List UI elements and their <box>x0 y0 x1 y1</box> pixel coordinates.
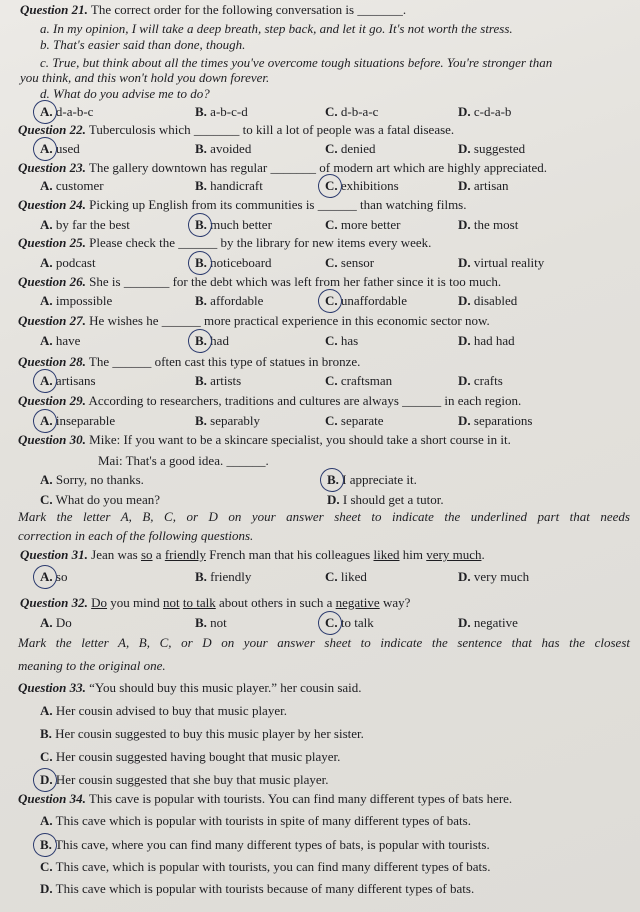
answer-option-a[interactable] <box>40 372 96 390</box>
option-text: a-b-c-d <box>210 104 248 119</box>
answer-option-d[interactable] <box>458 216 518 234</box>
question-text: you mind <box>107 595 164 610</box>
option-text: friendly <box>210 569 252 584</box>
answer-option-d[interactable] <box>458 372 503 390</box>
question-32-stem <box>20 594 410 612</box>
answer-option-b[interactable] <box>327 471 417 489</box>
answer-option-a[interactable] <box>40 471 144 489</box>
option-letter: D. <box>327 492 340 507</box>
question-23-stem <box>18 159 547 177</box>
question-number: Question 28. <box>18 354 86 369</box>
question-number: Question 24. <box>18 197 86 212</box>
option-text: impossible <box>55 293 113 308</box>
answer-option-c[interactable] <box>325 412 383 430</box>
option-letter: B. <box>195 373 207 388</box>
conversation-text: b. That's easier said than done, though. <box>40 37 246 52</box>
option-text: by far the best <box>55 217 130 232</box>
conversation-text: d. What do you advise me to do? <box>40 86 210 101</box>
answer-option-b[interactable] <box>195 372 241 390</box>
section-instruction <box>18 634 630 652</box>
option-text: craftsman <box>340 373 393 388</box>
option-letter: C. <box>325 255 338 270</box>
option-text: Do <box>55 615 72 630</box>
option-text: This cave, where you can find many different types of bats, is popular with tourists. <box>54 837 490 852</box>
answer-option-b[interactable] <box>195 412 260 430</box>
option-letter: B. <box>195 141 207 156</box>
answer-option-a[interactable] <box>40 332 80 350</box>
answer-option-c[interactable] <box>325 372 392 390</box>
question-22-stem <box>18 121 454 139</box>
option-text: more better <box>340 217 401 232</box>
option-letter: D. <box>458 413 471 428</box>
answer-option-d[interactable] <box>458 412 532 430</box>
option-text: Her cousin suggested to buy this music player by her sister. <box>55 726 364 741</box>
question-text: He wishes he ______ more practical experience in this economic sector now. <box>89 313 490 328</box>
option-letter: A. <box>40 104 53 119</box>
conversation-text: you think, and this won't hold you down forever. <box>20 70 270 85</box>
answer-option-d[interactable] <box>458 292 517 310</box>
answer-option-c[interactable] <box>325 103 378 121</box>
option-letter: B. <box>195 217 207 232</box>
answer-option-c[interactable] <box>325 568 367 586</box>
option-letter: D. <box>458 217 471 232</box>
answer-option-d[interactable] <box>458 332 515 350</box>
option-letter: B. <box>195 178 207 193</box>
answer-option-d[interactable] <box>458 254 544 272</box>
section-instruction <box>18 527 630 545</box>
option-letter: A. <box>40 141 53 156</box>
conversation-text: c. True, but think about all the times you've overcome tough situations before. You're stronger than <box>40 55 553 70</box>
option-letter: A. <box>40 217 53 232</box>
answer-option-d[interactable] <box>327 491 444 509</box>
option-letter: B. <box>40 837 52 852</box>
option-text: virtual reality <box>473 255 545 270</box>
question-26-stem <box>18 273 501 291</box>
option-text: to talk <box>340 615 374 630</box>
answer-option-c[interactable] <box>40 491 160 509</box>
question-text: She is _______ for the debt which was left from her father since it is too much. <box>89 274 502 289</box>
answer-option-a[interactable] <box>40 254 96 272</box>
option-text: artisan <box>473 178 509 193</box>
answer-option-a[interactable] <box>40 614 72 632</box>
option-letter: A. <box>40 813 53 828</box>
conversation-line <box>40 36 245 54</box>
dialogue-line <box>98 452 269 470</box>
underlined-part: not <box>163 595 180 610</box>
option-letter: B. <box>195 569 207 584</box>
answer-option-a[interactable] <box>40 812 471 830</box>
option-text: artisans <box>55 373 96 388</box>
answer-option-d[interactable] <box>458 103 511 121</box>
answer-option-d[interactable] <box>40 880 474 898</box>
answer-option-c[interactable] <box>325 332 358 350</box>
question-number: Question 33. <box>18 680 86 695</box>
option-text: This cave which is popular with tourists in spite of many different types of bats. <box>55 813 471 828</box>
answer-option-a[interactable] <box>40 702 287 720</box>
answer-option-b[interactable] <box>195 140 251 158</box>
option-text: separably <box>210 413 260 428</box>
answer-option-c[interactable] <box>325 254 374 272</box>
option-text: had had <box>473 333 515 348</box>
underlined-part: so <box>140 547 153 562</box>
question-number: Question 23. <box>18 160 86 175</box>
option-text: affordable <box>210 293 264 308</box>
answer-option-a[interactable] <box>40 140 80 158</box>
option-text: noticeboard <box>210 255 272 270</box>
question-text: about others in such a <box>215 595 336 610</box>
section-instruction <box>18 508 630 526</box>
answer-option-c[interactable] <box>325 292 407 310</box>
question-number: Question 34. <box>18 791 86 806</box>
answer-option-b[interactable] <box>195 254 272 272</box>
option-letter: D. <box>458 333 471 348</box>
option-letter: C. <box>325 333 338 348</box>
option-letter: C. <box>40 749 53 764</box>
option-letter: B. <box>195 333 207 348</box>
option-text: customer <box>55 178 104 193</box>
answer-option-a[interactable] <box>40 177 104 195</box>
option-text: disabled <box>473 293 518 308</box>
answer-option-c[interactable] <box>325 177 399 195</box>
question-24-stem <box>18 196 467 214</box>
option-letter: D. <box>458 141 471 156</box>
question-text: a <box>152 547 165 562</box>
underlined-part: very much <box>426 547 482 562</box>
section-instruction <box>18 657 630 675</box>
option-letter: C. <box>325 217 338 232</box>
answer-option-d[interactable] <box>458 568 529 586</box>
question-text: According to researchers, traditions and cultures are always ______ in each region. <box>88 393 522 408</box>
option-text: avoided <box>210 141 252 156</box>
question-29-stem <box>18 392 521 410</box>
answer-option-c[interactable] <box>325 614 374 632</box>
option-text: d-a-b-c <box>55 104 94 119</box>
question-number: Question 26. <box>18 274 86 289</box>
question-30-stem <box>18 431 511 449</box>
question-28-stem <box>18 353 360 371</box>
answer-circle-mark <box>30 562 59 591</box>
option-letter: A. <box>40 569 53 584</box>
question-number: Question 30. <box>18 432 86 447</box>
underlined-part: Do <box>91 595 108 610</box>
question-21-stem <box>20 1 406 19</box>
question-text: him <box>399 547 427 562</box>
dialogue-text: Mai: That's a good idea. ______. <box>98 453 269 468</box>
option-letter: B. <box>327 472 339 487</box>
question-number: Question 31. <box>20 547 88 562</box>
question-number: Question 29. <box>18 393 86 408</box>
option-letter: C. <box>40 492 53 507</box>
option-letter: B. <box>195 255 207 270</box>
question-text: Mike: If you want to be a skincare specialist, you should take a short course in it. <box>89 432 511 447</box>
answer-option-d[interactable] <box>458 614 518 632</box>
option-text: have <box>55 333 81 348</box>
answer-option-b[interactable] <box>195 177 263 195</box>
question-31-stem <box>20 546 485 564</box>
option-text: I should get a tutor. <box>342 492 444 507</box>
answer-option-d[interactable] <box>40 771 328 789</box>
question-27-stem <box>18 312 490 330</box>
answer-option-c[interactable] <box>325 140 376 158</box>
option-text: Her cousin suggested having bought that music player. <box>55 749 341 764</box>
instruction-text: meaning to the original one. <box>18 658 166 673</box>
question-number: Question 22. <box>18 122 86 137</box>
option-text: has <box>340 333 359 348</box>
option-letter: A. <box>40 255 53 270</box>
answer-option-a[interactable] <box>40 292 112 310</box>
option-letter: C. <box>325 413 338 428</box>
question-text: French man that his colleagues <box>205 547 374 562</box>
answer-option-b[interactable] <box>195 292 263 310</box>
answer-option-b[interactable] <box>195 103 248 121</box>
conversation-text: a. In my opinion, I will take a deep breath, step back, and let it go. It's not worth the stress. <box>40 21 513 36</box>
instruction-text: Mark the letter A, B, C, or D on your answer sheet to indicate the underlined part that needs <box>18 509 630 524</box>
option-letter: C. <box>325 293 338 308</box>
option-letter: A. <box>40 703 53 718</box>
option-letter: A. <box>40 178 53 193</box>
option-text: This cave which is popular with tourists because of many different types of bats. <box>55 881 475 896</box>
option-letter: D. <box>458 569 471 584</box>
answer-option-b[interactable] <box>195 614 227 632</box>
option-text: negative <box>473 615 518 630</box>
answer-option-b[interactable] <box>195 332 229 350</box>
option-letter: C. <box>325 569 338 584</box>
conversation-line <box>40 85 210 103</box>
option-letter: A. <box>40 615 53 630</box>
option-text: handicraft <box>210 178 263 193</box>
option-text: had <box>210 333 229 348</box>
option-text: liked <box>340 569 367 584</box>
option-text: suggested <box>473 141 526 156</box>
option-letter: C. <box>325 178 338 193</box>
question-text: The ______ often cast this type of statues in bronze. <box>88 354 361 369</box>
answer-option-d[interactable] <box>458 177 509 195</box>
question-text: “You should buy this music player.” her cousin said. <box>89 680 362 695</box>
answer-option-a[interactable] <box>40 568 67 586</box>
option-letter: A. <box>40 333 53 348</box>
option-text: much better <box>210 217 272 232</box>
option-text: crafts <box>473 373 503 388</box>
option-letter: B. <box>195 615 207 630</box>
answer-circle-mark <box>185 326 214 355</box>
option-text: Her cousin advised to buy that music player. <box>55 703 287 718</box>
option-text: d-b-a-c <box>340 104 379 119</box>
question-number: Question 32. <box>20 595 88 610</box>
answer-option-c[interactable] <box>40 748 340 766</box>
option-text: inseparable <box>55 413 116 428</box>
answer-option-a[interactable] <box>40 103 93 121</box>
option-text: separate <box>340 413 384 428</box>
option-text: This cave, which is popular with tourists, you can find many different types of bats. <box>55 859 491 874</box>
option-letter: D. <box>40 881 53 896</box>
option-letter: D. <box>458 615 471 630</box>
option-text: exhibitions <box>340 178 399 193</box>
option-text: c-d-a-b <box>473 104 512 119</box>
option-text: Her cousin suggested that she buy that music player. <box>55 772 329 787</box>
option-letter: D. <box>458 104 471 119</box>
question-text: The correct order for the following conversation is _______. <box>90 2 407 17</box>
answer-circle-mark <box>30 830 59 859</box>
question-number: Question 25. <box>18 235 86 250</box>
answer-option-d[interactable] <box>458 140 525 158</box>
option-text: podcast <box>55 255 96 270</box>
option-text: separations <box>473 413 533 428</box>
question-25-stem <box>18 234 431 252</box>
option-text: very much <box>473 569 530 584</box>
option-letter: A. <box>40 413 53 428</box>
answer-option-c[interactable] <box>40 858 490 876</box>
option-letter: B. <box>195 104 207 119</box>
option-letter: D. <box>458 373 471 388</box>
option-letter: C. <box>325 141 338 156</box>
underlined-part: friendly <box>164 547 206 562</box>
option-text: What do you mean? <box>55 492 160 507</box>
option-text: so <box>55 569 68 584</box>
option-text: unaffordable <box>340 293 408 308</box>
question-number: Question 27. <box>18 313 86 328</box>
instruction-text: correction in each of the following questions. <box>18 528 254 543</box>
option-text: Sorry, no thanks. <box>55 472 144 487</box>
option-text: denied <box>340 141 376 156</box>
underlined-part: liked <box>373 547 400 562</box>
answer-option-b[interactable] <box>40 725 364 743</box>
question-number: Question 21. <box>20 2 88 17</box>
option-letter: C. <box>40 859 53 874</box>
answer-option-b[interactable] <box>195 568 251 586</box>
question-text: The gallery downtown has regular _______ of modern art which are highly appreciated. <box>88 160 548 175</box>
option-letter: B. <box>195 293 207 308</box>
option-letter: C. <box>325 373 338 388</box>
option-text: artists <box>210 373 242 388</box>
question-34-stem <box>18 790 512 808</box>
question-text: Jean was <box>91 547 141 562</box>
question-33-stem <box>18 679 362 697</box>
question-text: Please check the ______ by the library for new items every week. <box>89 235 432 250</box>
option-letter: C. <box>325 104 338 119</box>
question-text: . <box>481 547 485 562</box>
option-text: not <box>210 615 227 630</box>
answer-option-b[interactable] <box>195 216 272 234</box>
answer-option-c[interactable] <box>325 216 400 234</box>
option-text: I appreciate it. <box>342 472 417 487</box>
question-text: way? <box>379 595 411 610</box>
option-text: sensor <box>340 255 375 270</box>
underlined-part: to talk <box>182 595 216 610</box>
answer-option-a[interactable] <box>40 216 130 234</box>
question-text: This cave is popular with tourists. You can find many different types of bats here. <box>88 791 513 806</box>
option-text: used <box>55 141 80 156</box>
option-letter: D. <box>40 772 53 787</box>
option-letter: A. <box>40 293 53 308</box>
option-letter: C. <box>325 615 338 630</box>
option-text: the most <box>473 217 519 232</box>
instruction-text: Mark the letter A, B, C, or D on your answer sheet to indicate the sentence that has the closest <box>18 635 630 650</box>
option-letter: D. <box>458 293 471 308</box>
option-letter: A. <box>40 373 53 388</box>
question-text: Picking up English from its communities is ______ than watching films. <box>89 197 467 212</box>
underlined-part: negative <box>335 595 380 610</box>
option-letter: A. <box>40 472 53 487</box>
question-text: Tuberculosis which _______ to kill a lot of people was a fatal disease. <box>88 122 455 137</box>
answer-option-b[interactable] <box>40 836 490 854</box>
option-letter: B. <box>40 726 52 741</box>
option-letter: B. <box>195 413 207 428</box>
answer-option-a[interactable] <box>40 412 115 430</box>
option-letter: D. <box>458 255 471 270</box>
option-letter: D. <box>458 178 471 193</box>
